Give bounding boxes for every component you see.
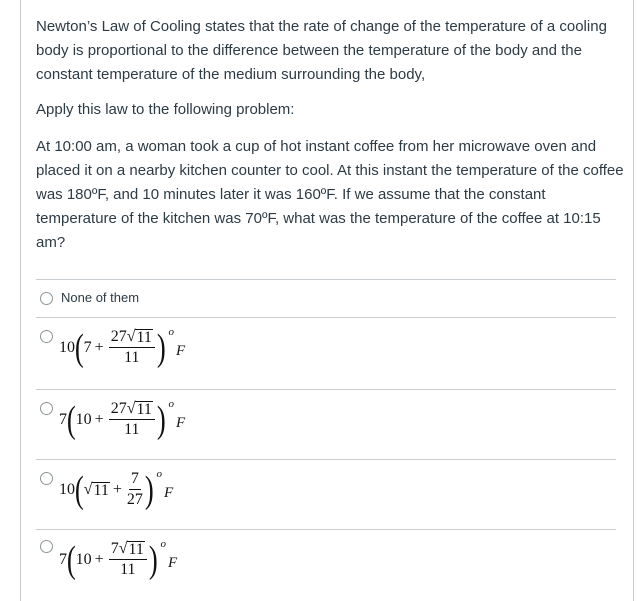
radical-sign: √ [83, 480, 93, 498]
radio-button[interactable] [40, 330, 53, 343]
unit: F [176, 415, 186, 431]
coefficient: 7 [59, 410, 67, 428]
inner-term: 10 [75, 550, 92, 568]
radical-sign: √ [126, 328, 136, 345]
fraction [109, 540, 147, 579]
answer-label: None of them [61, 290, 140, 305]
plus-sign: + [94, 338, 104, 356]
inner-term: 10 [75, 410, 92, 428]
radio-button[interactable] [40, 540, 53, 553]
numerator [109, 328, 155, 348]
plus-sign: + [94, 410, 104, 428]
radicand: 11 [136, 401, 152, 418]
unit: F [164, 485, 174, 501]
inner-term: 7 [83, 338, 92, 356]
left-paren: ( [66, 538, 76, 581]
sqrt [127, 329, 153, 345]
answer-math [59, 467, 174, 511]
radio-button[interactable] [40, 472, 53, 485]
right-paren: ) [156, 326, 166, 369]
answer-option-3[interactable] [36, 389, 616, 460]
question-instruction: Apply this law to the following problem: [36, 101, 295, 118]
sqrt [127, 401, 153, 417]
answer-option-4[interactable] [36, 459, 616, 530]
left-paren: ( [74, 326, 84, 369]
radical-sign: √ [126, 400, 136, 417]
answer-option-1[interactable] [36, 279, 616, 318]
fraction [109, 400, 155, 439]
radio-button[interactable] [40, 402, 53, 415]
radicand: 11 [93, 481, 109, 499]
coefficient: 10 [59, 480, 75, 498]
radio-button[interactable] [40, 292, 53, 305]
left-paren: ( [66, 398, 76, 441]
numerator-coef: 27 [110, 400, 127, 417]
degree-mark: o [156, 467, 163, 480]
degree-mark: o [168, 397, 175, 410]
sqrt [84, 482, 110, 498]
degree-mark: o [160, 537, 167, 550]
answer-math [59, 537, 178, 581]
coefficient: 10 [59, 338, 75, 356]
answer-math [59, 397, 186, 441]
denominator: 11 [124, 421, 140, 438]
numerator [109, 540, 147, 560]
coefficient: 7 [59, 550, 67, 568]
radical-sign: √ [118, 540, 128, 557]
fraction [127, 470, 143, 509]
radicand: 11 [136, 329, 152, 346]
denominator: 11 [124, 349, 140, 366]
plus-sign: + [112, 480, 122, 498]
numerator [109, 400, 155, 420]
right-paren: ) [148, 538, 158, 581]
plus-sign: + [94, 550, 104, 568]
answer-option-5[interactable] [36, 529, 616, 600]
fraction [109, 328, 155, 367]
numerator: 7 [129, 470, 141, 490]
unit: F [176, 343, 186, 359]
answer-math [59, 325, 186, 369]
question-problem: At 10:00 am, a woman took a cup of hot instant coffee from her microwave oven and placed it on a nearby kitchen counter to cool. At this instant the temperature of the coffee was 180ºF, and 10 minutes later it was 160ºF. If we assume that the constant temperature of the kitchen was 70ºF, what was the temperature of the coffee at 10:15 am? [36, 138, 624, 251]
question-card [20, 0, 634, 601]
unit: F [168, 555, 178, 571]
numerator-coef: 27 [110, 328, 127, 345]
answer-option-2[interactable] [36, 317, 616, 390]
denominator: 27 [126, 491, 143, 508]
sqrt [119, 541, 145, 557]
degree-mark: o [168, 325, 175, 338]
right-paren: ) [156, 398, 166, 441]
denominator: 11 [120, 561, 136, 578]
left-paren: ( [74, 468, 84, 511]
right-paren: ) [144, 468, 154, 511]
numerator-coef: 7 [110, 540, 119, 557]
question-intro: Newton’s Law of Cooling states that the rate of change of the temperature of a cooling body is proportional to the difference between the temperature of the body and the constant temperature of the medium surrounding the body, [36, 18, 607, 83]
radicand: 11 [128, 541, 144, 558]
